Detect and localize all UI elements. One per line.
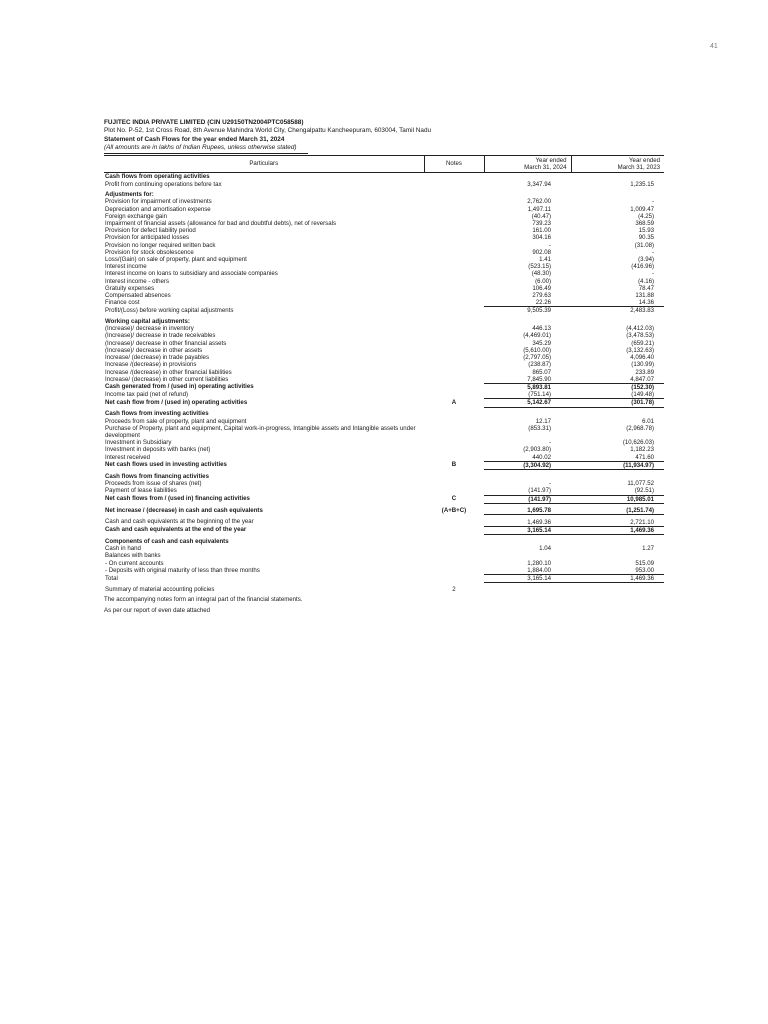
row-label: (Increase)/ decrease in other financial assets (105, 339, 227, 347)
row-note (424, 425, 484, 439)
row-value-2023 (571, 535, 664, 546)
table-row (104, 454, 664, 462)
row-label: Provision for impairment of investments (105, 198, 212, 206)
row-label: Cash generated from / (used in) operating activities (105, 383, 254, 391)
row-value-2024 (484, 173, 571, 181)
row-value-2024: 1.04 (539, 545, 551, 553)
row-label: Interest income on loans to subsidiary and associate companies (105, 270, 278, 278)
table-row (104, 376, 664, 384)
row-value-2023: 131.88 (635, 292, 654, 300)
row-label: - On current accounts (105, 559, 164, 567)
row-note (424, 369, 484, 376)
table-row (104, 439, 664, 446)
row-value-2024: - (548, 241, 551, 249)
table-row (104, 299, 664, 307)
row-value-2023: 1,182.23 (630, 446, 654, 454)
row-value-2023: 1.27 (642, 545, 654, 553)
table-body (104, 173, 664, 593)
row-label: Provision for defect liability period (105, 227, 196, 235)
table-row (104, 173, 664, 181)
table-row (104, 242, 664, 249)
row-value-2023 (571, 315, 664, 326)
row-note (424, 407, 484, 418)
row-value-2024: (5,610.00) (523, 346, 551, 354)
row-value-2024: (48.30) (531, 270, 551, 278)
row-value-2024: - (548, 480, 551, 488)
row-label: Provision no longer required written back (105, 241, 216, 249)
row-value-2023: - (651, 270, 654, 278)
row-label: Impairment of financial assets (allowance for bad and doubtful debts), net of reversals (105, 220, 337, 228)
row-note (424, 470, 484, 481)
row-value-2024: 9,505.39 (484, 307, 571, 315)
row-value-2024: 3,165.14 (484, 526, 571, 534)
row-label: Interest income (105, 263, 147, 271)
row-note (424, 242, 484, 249)
table-row (104, 545, 664, 552)
row-value-2023: 233.89 (635, 368, 654, 376)
table-row (104, 198, 664, 205)
row-value-2023: 4,096.40 (630, 354, 654, 362)
company-name: FUJITEC INDIA PRIVATE LIMITED (CIN U29150TN2004PTC058588) (104, 119, 304, 126)
row-note (424, 526, 484, 534)
row-value-2023: (4.25) (638, 212, 654, 220)
row-note (424, 439, 484, 446)
row-label: Net increase / (decrease) in cash and cash equivalents (105, 506, 263, 514)
row-note (424, 198, 484, 205)
row-value-2023: 10,985.01 (571, 495, 664, 503)
table-row (104, 383, 664, 391)
row-label: Increase/ (decrease) in other current liabilities (105, 375, 229, 383)
table-row (104, 213, 664, 220)
row-label: Provision for stock obsolescence (105, 248, 194, 256)
row-note (424, 299, 484, 307)
row-label: Profit/(Loss) before working capital adjustments (105, 306, 234, 314)
table-row (104, 292, 664, 299)
row-note (424, 454, 484, 462)
row-note (424, 515, 484, 527)
table-row (104, 270, 664, 277)
row-label: Increase /(decrease) in provisions (105, 361, 197, 369)
table-row (104, 220, 664, 227)
row-note (424, 567, 484, 575)
row-label: Compensated absences (105, 292, 171, 300)
row-value-2023: 2,483.83 (571, 307, 664, 315)
row-value-2024: 1,280.10 (527, 559, 551, 567)
row-label: Proceeds from issue of shares (net) (105, 480, 202, 488)
row-label: Investment in deposits with banks (net) (105, 446, 211, 454)
row-value-2024: (238.87) (528, 361, 551, 369)
row-value-2024: (2,903.80) (523, 446, 551, 454)
table-row (104, 227, 664, 234)
table-row (104, 418, 664, 425)
row-value-2024: 7,845.90 (527, 375, 551, 383)
row-value-2024: 902.08 (532, 248, 551, 256)
header-year-2024 (484, 155, 571, 173)
table-row (104, 399, 664, 407)
row-note (424, 285, 484, 292)
table-row (104, 347, 664, 354)
row-value-2024: - (548, 439, 551, 447)
row-value-2023 (571, 407, 664, 418)
row-value-2024: 440.02 (532, 453, 551, 461)
row-value-2023: 953.00 (635, 566, 654, 574)
row-value-2024: 304.16 (532, 234, 551, 242)
row-value-2023: (3,132.63) (626, 346, 654, 354)
row-label: Increase /(decrease) in other financial liabilities (105, 368, 232, 376)
table-row (104, 285, 664, 292)
table-row (104, 425, 664, 439)
row-value-2023: 11,077.52 (627, 480, 654, 488)
row-value-2023: (3.94) (638, 256, 654, 264)
table-row (104, 234, 664, 241)
row-value-2023: 368.59 (635, 220, 654, 228)
table-row (104, 487, 664, 495)
row-label: Profit from continuing operations before tax (105, 180, 222, 188)
row-value-2024: 279.63 (532, 292, 551, 300)
row-note (424, 376, 484, 384)
table-row (104, 369, 664, 376)
row-value-2023: (130.99) (631, 361, 654, 369)
table-row (104, 567, 664, 575)
table-header-row (104, 155, 664, 173)
header-year-2024-line2: March 31, 2024 (524, 164, 567, 172)
row-note (424, 263, 484, 270)
row-label: Increase/ (decrease) in trade payables (105, 354, 209, 362)
row-value-2023: 1,469.36 (571, 575, 664, 583)
row-note (424, 220, 484, 227)
table-row (104, 206, 664, 213)
cash-flow-table (104, 155, 664, 594)
row-note: C (451, 495, 457, 503)
row-note: A (451, 398, 457, 406)
row-value-2023: (1,251.74) (571, 503, 664, 515)
row-value-2023: (2,968.78) (626, 424, 654, 432)
table-row (104, 361, 664, 368)
row-value-2023: (659.21) (631, 339, 654, 347)
row-label: Components of cash and cash equivalents (105, 538, 229, 546)
header-year-2023 (571, 155, 664, 173)
table-row (104, 503, 664, 515)
table-row (104, 354, 664, 361)
row-value-2023: 1,469.36 (571, 526, 664, 534)
row-value-2024: (853.31) (528, 424, 551, 432)
row-value-2024: (40.47) (531, 212, 551, 220)
row-value-2024: 3,165.14 (484, 575, 571, 583)
row-value-2023: (31.08) (634, 241, 654, 249)
row-value-2024 (484, 188, 571, 199)
row-note (424, 340, 484, 347)
row-label: Payment of lease liabilities (105, 487, 177, 495)
table-row (104, 495, 664, 503)
table-row (104, 480, 664, 487)
row-value-2023: 471.60 (635, 453, 654, 461)
row-value-2023 (571, 583, 664, 594)
cash-flow-document (104, 119, 664, 614)
row-label: Provision for anticipated losses (105, 234, 190, 242)
row-note (424, 487, 484, 495)
row-note (424, 391, 484, 399)
table-row (104, 188, 664, 199)
row-value-2024: 345.29 (532, 339, 551, 347)
row-value-2024: (141.97) (484, 495, 571, 503)
row-value-2024: 5,142.67 (484, 399, 571, 407)
row-value-2024 (484, 583, 571, 594)
row-note (424, 234, 484, 241)
header-notes: Notes (424, 155, 484, 173)
units-note: (All amounts are in lakhs of Indian Rupees, unless otherwise stated) (104, 144, 308, 153)
row-note (424, 325, 484, 332)
row-label: Total (105, 574, 118, 582)
row-note (424, 347, 484, 354)
row-value-2024: (751.14) (528, 391, 551, 399)
row-value-2024 (484, 407, 571, 418)
row-value-2024: 22.26 (535, 299, 551, 307)
table-row (104, 325, 664, 332)
row-note (424, 315, 484, 326)
row-value-2023: (149.48) (631, 391, 654, 399)
row-note (424, 249, 484, 256)
row-value-2023 (571, 188, 664, 199)
row-label: Net cash flows from / (used in) financing activities (105, 495, 250, 503)
row-label: Interest income - others (105, 277, 170, 285)
row-note (424, 446, 484, 453)
table-row (104, 332, 664, 339)
table-row (104, 470, 664, 481)
row-value-2024 (484, 470, 571, 481)
row-value-2024: (2,797.05) (523, 354, 551, 362)
row-value-2024: 3,347.94 (527, 180, 551, 188)
table-row (104, 575, 664, 583)
row-value-2024: (523.15) (528, 263, 551, 271)
row-label: Depreciation and amortisation expense (105, 205, 211, 213)
company-address: Plot No. P-52, 1st Cross Road, 8th Avenue Mahindra World City, Chengalpattu Kancheepuram, 603004, Tamil Nadu (104, 127, 432, 135)
row-label: Cash and cash equivalents at the beginning of the year (105, 518, 254, 526)
row-value-2024: 161.00 (532, 227, 551, 235)
row-note (424, 188, 484, 199)
statement-title: Statement of Cash Flows for the year ended March 31, 2024 (104, 135, 285, 143)
header-year-2023-line2: March 31, 2023 (617, 164, 660, 172)
row-value-2023: (11,934.97) (571, 461, 664, 469)
table-row (104, 256, 664, 263)
table-row (104, 552, 664, 559)
row-note (424, 560, 484, 567)
row-value-2024: 446.13 (532, 325, 551, 333)
row-note (424, 278, 484, 285)
row-label: Investment in Subsidiary (105, 439, 172, 447)
table-row (104, 307, 664, 315)
row-note: B (451, 461, 457, 469)
row-value-2024: (141.97) (528, 487, 551, 495)
row-label: Purchase of Property, plant and equipment, Capital work-in-progress, Intangible assets and Intangible assets under development (105, 424, 416, 440)
row-note: (A+B+C) (441, 506, 467, 514)
header-year-2023-line1: Year ended (629, 156, 660, 164)
row-label: Interest received (105, 453, 151, 461)
row-label: Cash flows from investing activities (105, 410, 209, 418)
row-label: (Increase)/ decrease in other assets (105, 346, 203, 354)
row-value-2024: 1.41 (539, 256, 551, 264)
table-row (104, 263, 664, 270)
row-note (424, 418, 484, 425)
table-row (104, 181, 664, 188)
row-value-2024: (6.00) (535, 277, 551, 285)
row-label: Loss/(Gain) on sale of property, plant and equipment (105, 256, 247, 264)
row-value-2024: 1,469.36 (527, 518, 551, 526)
row-label: (Increase)/ decrease in inventory (105, 325, 194, 333)
row-value-2024 (484, 315, 571, 326)
row-label: Gratuity expenses (105, 284, 155, 292)
table-row (104, 340, 664, 347)
row-value-2023 (571, 173, 664, 181)
row-value-2023: (416.96) (631, 263, 654, 271)
row-label: Proceeds from sale of property, plant and equipment (105, 417, 247, 425)
row-value-2024: 12.17 (535, 417, 551, 425)
row-label: Finance cost (105, 299, 140, 307)
row-note (424, 552, 484, 559)
row-label: Adjustments for: (105, 191, 154, 199)
row-note (424, 575, 484, 583)
row-note (424, 206, 484, 213)
row-note (424, 270, 484, 277)
row-note (424, 213, 484, 220)
table-row (104, 515, 664, 527)
row-label: Foreign exchange gain (105, 212, 167, 220)
row-note (424, 545, 484, 552)
row-value-2024: 739.23 (532, 220, 551, 228)
footer-report-reference: As per our report of even date attached (104, 606, 211, 614)
row-note (424, 173, 484, 181)
table-row (104, 391, 664, 399)
row-note (424, 480, 484, 487)
row-label: Balances with banks (105, 552, 161, 560)
row-value-2024: (3,304.92) (484, 461, 571, 469)
row-value-2023: 14.36 (638, 299, 654, 307)
table-row (104, 535, 664, 546)
row-value-2023: 15.93 (638, 227, 654, 235)
row-value-2023: (92.51) (634, 487, 654, 495)
row-note (424, 307, 484, 315)
page-number: 41 (710, 43, 718, 50)
table-row (104, 315, 664, 326)
row-value-2023: - (651, 198, 654, 206)
row-note (424, 354, 484, 361)
row-value-2024 (484, 535, 571, 546)
row-value-2023: 2,721.10 (630, 518, 654, 526)
row-value-2024: 106.49 (532, 284, 551, 292)
row-value-2023: (4,412.03) (626, 325, 654, 333)
row-note (424, 332, 484, 339)
row-value-2024: 5,893.81 (484, 383, 571, 391)
row-label: - Deposits with original maturity of less than three months (105, 566, 260, 574)
row-value-2024: 2,762.00 (527, 198, 551, 206)
row-note (424, 383, 484, 391)
table-row (104, 407, 664, 418)
row-value-2023: 1,009.47 (630, 205, 654, 213)
row-value-2023: 4,847.07 (630, 375, 654, 383)
table-row (104, 583, 664, 594)
table-row (104, 249, 664, 256)
row-value-2023 (571, 470, 664, 481)
row-value-2023: 6.01 (642, 417, 654, 425)
row-label: (Increase)/ decrease in trade receivables (105, 332, 216, 340)
row-value-2023: (3,478.53) (626, 332, 654, 340)
row-value-2024: 1,884.00 (527, 566, 551, 574)
row-value-2024: 1,497.11 (527, 205, 551, 213)
row-value-2023: (10,626.03) (622, 439, 654, 447)
row-label: Cash and cash equivalents at the end of the year (105, 526, 247, 534)
row-note (424, 535, 484, 546)
row-value-2023: (152.30) (571, 383, 664, 391)
row-note (424, 227, 484, 234)
header-particulars: Particulars (104, 155, 424, 173)
row-value-2023: (301.78) (571, 399, 664, 407)
header-year-2024-line1: Year ended (535, 156, 567, 164)
footer-notes-statement: The accompanying notes form an integral part of the financial statements. (104, 596, 303, 604)
row-value-2024 (484, 552, 571, 559)
row-note (424, 181, 484, 188)
row-value-2023: - (651, 248, 654, 256)
row-note (424, 292, 484, 299)
row-value-2024: 865.07 (532, 368, 551, 376)
table-row (104, 526, 664, 534)
row-value-2023: 78.47 (638, 284, 654, 292)
row-label: Net cash flow from / (used in) operating activities (105, 398, 248, 406)
row-value-2023 (571, 552, 664, 559)
row-value-2024: 1,695.78 (484, 503, 571, 515)
row-label: Working capital adjustments: (105, 318, 190, 326)
row-value-2024: (4,469.01) (523, 332, 551, 340)
row-label: Cash flows from financing activities (105, 472, 209, 480)
row-value-2023: 90.35 (638, 234, 654, 242)
table-row (104, 278, 664, 285)
table-row (104, 446, 664, 453)
row-note (424, 256, 484, 263)
row-label: Summary of material accounting policies (105, 586, 215, 594)
row-value-2023: 515.09 (635, 559, 654, 567)
row-label: Cash in hand (105, 545, 141, 553)
row-note (424, 361, 484, 368)
row-label: Income tax paid (net of refund) (105, 391, 188, 399)
table-row (104, 560, 664, 567)
row-note: 2 (452, 586, 456, 594)
row-value-2023: 1,235.15 (630, 180, 654, 188)
row-label: Cash flows from operating activities (105, 173, 210, 181)
table-row (104, 461, 664, 469)
row-label: Net cash flows used in investing activities (105, 461, 227, 469)
row-value-2023: (4.16) (638, 277, 654, 285)
